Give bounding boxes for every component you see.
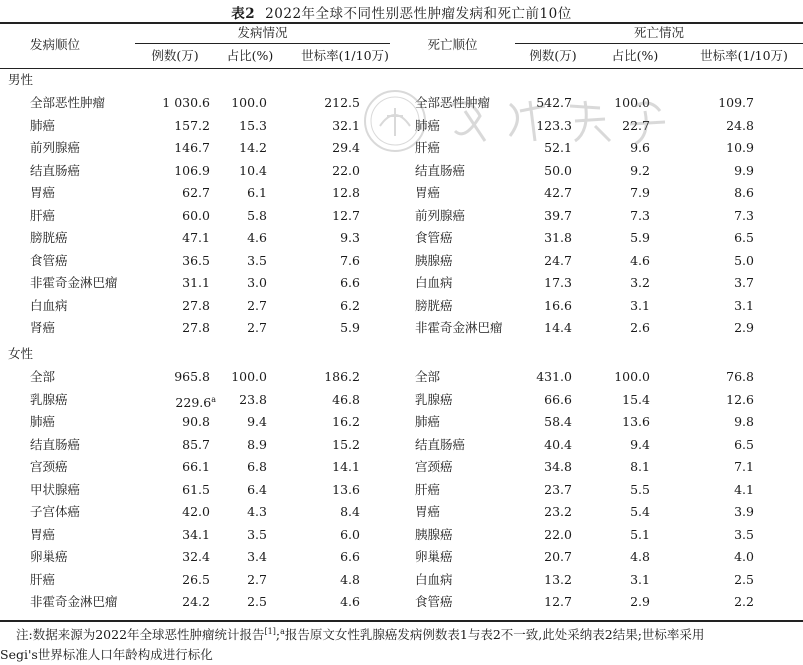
- table-title: [0, 2, 803, 22]
- male-incidence-site: 非霍奇金淋巴瘤: [30, 275, 118, 290]
- female-incidence-cases: 90.8: [182, 414, 210, 429]
- female-mortality-cases: 23.7: [544, 481, 572, 497]
- male-incidence-cases: 60.0: [182, 207, 210, 223]
- header-mortality-pct: 占比(%): [611, 48, 659, 63]
- header-mortality-rank: 死亡顺位: [427, 37, 478, 52]
- male-incidence-site: 肝癌: [30, 207, 56, 223]
- female-mortality-cases: 20.7: [544, 549, 572, 564]
- male-incidence-site: 前列腺癌: [30, 140, 81, 155]
- female-mortality-cases: 431.0: [536, 369, 572, 384]
- female-incidence-cases: 32.4: [182, 549, 210, 564]
- female-incidence-cases: 229.6$^a$: [175, 394, 216, 410]
- female-incidence-asr: 16.2: [332, 414, 360, 429]
- footnote-line-1: [0, 622, 803, 645]
- male-incidence-asr: 22.0: [332, 162, 360, 178]
- male-mortality-cases: 24.7: [544, 252, 572, 268]
- female-incidence-pct: 3.5: [247, 526, 267, 542]
- male-mortality-asr: 10.9: [726, 140, 754, 155]
- female-mortality-asr: 3.9: [734, 504, 754, 519]
- male-mortality-site: 结直肠癌: [415, 162, 466, 178]
- female-incidence-cases: 61.5: [182, 481, 210, 497]
- male-mortality-asr: 109.7: [718, 95, 754, 110]
- female-incidence-pct: 6.8: [247, 459, 267, 474]
- male-mortality-site: 膀胱癌: [415, 297, 453, 313]
- male-incidence-cases: 27.8: [182, 297, 210, 313]
- female-incidence-pct: 6.4: [247, 481, 267, 497]
- header-incidence-pct: 占比(%): [226, 48, 274, 63]
- male-incidence-pct: 3.0: [247, 275, 267, 290]
- male-mortality-site: 胃癌: [415, 185, 441, 200]
- male-incidence-asr: 12.8: [332, 185, 360, 200]
- mortality-subheader-rule: [515, 43, 803, 44]
- male-incidence-cases: 1 030.6: [162, 95, 210, 110]
- female-mortality-cases: 23.2: [544, 504, 572, 519]
- incidence-subheader-rule: [135, 43, 390, 44]
- male-incidence-asr: 6.2: [340, 297, 360, 313]
- female-incidence-cases: 965.8: [174, 369, 210, 384]
- female-mortality-asr: 6.5: [734, 436, 754, 452]
- header-mortality-group: 死亡情况: [633, 25, 684, 40]
- female-mortality-site: 宫颈癌: [415, 459, 453, 474]
- female-mortality-site: 全部: [415, 369, 441, 384]
- male-mortality-cases: 14.4: [544, 320, 572, 335]
- female-incidence-site: 全部: [30, 369, 56, 384]
- header-mortality-cases: 例数(万): [529, 48, 577, 63]
- female-mortality-site: 卵巢癌: [415, 549, 453, 564]
- female-incidence-pct: 100.0: [231, 369, 267, 384]
- male-mortality-asr: 8.6: [734, 185, 754, 200]
- male-incidence-cases: 62.7: [182, 185, 210, 200]
- male-mortality-pct: 4.6: [630, 252, 650, 268]
- male-mortality-cases: 50.0: [544, 162, 572, 178]
- male-incidence-asr: 212.5: [324, 95, 360, 110]
- female-mortality-cases: 22.0: [544, 526, 572, 542]
- female-incidence-pct: 9.4: [247, 414, 267, 429]
- male-mortality-site: 白血病: [415, 275, 453, 290]
- male-mortality-asr: 24.8: [726, 117, 754, 133]
- header-incidence-asr: 世标率(1/10万): [301, 48, 389, 63]
- female-incidence-site: 结直肠癌: [30, 436, 81, 452]
- female-mortality-site: 胰腺癌: [415, 526, 453, 542]
- female-incidence-pct: 3.4: [247, 549, 267, 564]
- female-mortality-cases: 40.4: [544, 436, 572, 452]
- female-incidence-cases: 24.2: [182, 594, 210, 609]
- male-incidence-pct: 15.3: [239, 117, 267, 133]
- male-incidence-pct: 10.4: [239, 162, 267, 178]
- male-incidence-cases: 27.8: [182, 320, 210, 335]
- male-mortality-site: 食管癌: [415, 230, 453, 245]
- male-incidence-site: 膀胱癌: [30, 230, 68, 245]
- male-mortality-pct: 100.0: [614, 95, 650, 110]
- female-incidence-site: 宫颈癌: [30, 459, 68, 474]
- male-incidence-pct: 14.2: [239, 140, 267, 155]
- female-mortality-asr: 4.0: [734, 549, 754, 564]
- male-incidence-pct: 6.1: [247, 185, 267, 200]
- female-mortality-site: 肺癌: [415, 414, 441, 429]
- male-mortality-site: 全部恶性肿瘤: [415, 95, 491, 110]
- header-incidence-group: 发病情况: [237, 25, 288, 40]
- female-incidence-site: 肺癌: [30, 414, 56, 429]
- female-mortality-cases: 13.2: [544, 571, 572, 587]
- footnote-explanation: 报告原文女性乳腺癌发病例数表1与表2不一致,此处采纳表2结果;世标率采用: [284, 627, 705, 643]
- male-mortality-pct: 7.3: [630, 207, 650, 223]
- footnote-marker-a: a: [280, 627, 285, 636]
- female-mortality-site: 白血病: [415, 571, 453, 587]
- female-incidence-site: 非霍奇金淋巴瘤: [30, 594, 118, 609]
- male-incidence-asr: 12.7: [332, 207, 360, 223]
- female-mortality-cases: 34.8: [544, 459, 572, 474]
- male-incidence-asr: 7.6: [340, 252, 360, 268]
- female-mortality-site: 乳腺癌: [415, 391, 453, 407]
- male-mortality-cases: 42.7: [544, 185, 572, 200]
- female-incidence-site: 卵巢癌: [30, 549, 68, 564]
- male-incidence-pct: 4.6: [247, 230, 267, 245]
- male-mortality-asr: 9.9: [734, 162, 754, 178]
- male-mortality-cases: 39.7: [544, 207, 572, 223]
- female-mortality-cases: 66.6: [544, 391, 572, 407]
- female-mortality-pct: 5.5: [630, 481, 650, 497]
- male-mortality-pct: 9.2: [630, 162, 650, 178]
- male-incidence-site: 食管癌: [30, 252, 68, 268]
- female-mortality-asr: 2.2: [734, 594, 754, 609]
- female-incidence-cases: 66.1: [182, 459, 210, 474]
- footnote-reference: [1]: [264, 627, 276, 636]
- male-incidence-site: 肾癌: [30, 320, 56, 335]
- table-number: 表2: [231, 6, 256, 22]
- male-mortality-pct: 9.6: [630, 140, 650, 155]
- header-incidence-rank: 发病顺位: [29, 37, 80, 52]
- female-incidence-pct: 23.8: [239, 391, 267, 407]
- female-incidence-asr: 4.6: [340, 594, 360, 609]
- male-incidence-cases: 31.1: [182, 275, 210, 290]
- female-incidence-site: 肝癌: [30, 571, 56, 587]
- male-mortality-pct: 3.1: [630, 297, 650, 313]
- male-mortality-cases: 52.1: [544, 140, 572, 155]
- female-incidence-asr: 6.6: [340, 549, 360, 564]
- female-incidence-site: 胃癌: [30, 526, 56, 542]
- male-mortality-asr: 2.9: [734, 320, 754, 335]
- header-incidence-cases: 例数(万): [151, 48, 199, 63]
- male-incidence-site: 肺癌: [30, 117, 56, 133]
- male-mortality-asr: 6.5: [734, 230, 754, 245]
- female-incidence-pct: 4.3: [247, 504, 267, 519]
- male-mortality-asr: 3.1: [734, 297, 754, 313]
- male-incidence-asr: 6.6: [340, 275, 360, 290]
- female-mortality-asr: 9.8: [734, 414, 754, 429]
- male-mortality-cases: 16.6: [544, 297, 572, 313]
- male-incidence-site: 胃癌: [30, 185, 56, 200]
- female-mortality-pct: 13.6: [622, 414, 650, 429]
- male-incidence-cases: 146.7: [174, 140, 210, 155]
- female-incidence-pct: 2.5: [247, 594, 267, 609]
- female-incidence-asr: 14.1: [332, 459, 360, 474]
- male-mortality-pct: 5.9: [630, 230, 650, 245]
- female-incidence-pct: 2.7: [247, 571, 267, 587]
- female-incidence-asr: 4.8: [340, 571, 360, 587]
- female-incidence-asr: 6.0: [340, 526, 360, 542]
- male-mortality-pct: 3.2: [630, 275, 650, 290]
- female-mortality-pct: 100.0: [614, 369, 650, 384]
- female-mortality-cases: 12.7: [544, 594, 572, 609]
- female-incidence-cases: 42.0: [182, 504, 210, 519]
- female-mortality-pct: 9.4: [630, 436, 650, 452]
- female-mortality-pct: 8.1: [630, 459, 650, 474]
- male-incidence-cases: 106.9: [174, 162, 210, 178]
- male-mortality-cases: 542.7: [536, 95, 572, 110]
- male-mortality-site: 前列腺癌: [415, 207, 466, 223]
- female-incidence-cases: 26.5: [182, 571, 210, 587]
- female-mortality-pct: 4.8: [630, 549, 650, 564]
- female-mortality-site: 结直肠癌: [415, 436, 466, 452]
- female-mortality-pct: 5.4: [630, 504, 650, 519]
- female-incidence-asr: 13.6: [332, 481, 360, 497]
- male-mortality-pct: 7.9: [630, 185, 650, 200]
- male-incidence-site: 全部恶性肿瘤: [30, 95, 106, 110]
- female-incidence-cases: 85.7: [182, 436, 210, 452]
- female-incidence-asr: 186.2: [324, 369, 360, 384]
- female-mortality-pct: 5.1: [630, 526, 650, 542]
- male-incidence-asr: 32.1: [332, 117, 360, 133]
- female-incidence-site: 甲状腺癌: [30, 481, 81, 497]
- male-incidence-site: 白血病: [30, 297, 68, 313]
- female-mortality-site: 胃癌: [415, 504, 441, 519]
- male-mortality-site: 胰腺癌: [415, 252, 453, 268]
- male-incidence-pct: 2.7: [247, 320, 267, 335]
- male-mortality-site: 肝癌: [415, 140, 441, 155]
- group-label-female: 女性: [8, 346, 34, 361]
- female-incidence-pct: 8.9: [247, 436, 267, 452]
- male-mortality-cases: 31.8: [544, 230, 572, 245]
- male-incidence-pct: 100.0: [231, 95, 267, 110]
- male-incidence-asr: 5.9: [340, 320, 360, 335]
- male-mortality-site: 非霍奇金淋巴瘤: [415, 320, 503, 335]
- male-incidence-site: 结直肠癌: [30, 162, 81, 178]
- female-incidence-asr: 15.2: [332, 436, 360, 452]
- male-incidence-pct: 5.8: [247, 207, 267, 223]
- male-incidence-asr: 9.3: [340, 230, 360, 245]
- male-incidence-cases: 157.2: [174, 117, 210, 133]
- female-mortality-cases: 58.4: [544, 414, 572, 429]
- male-mortality-asr: 5.0: [734, 252, 754, 268]
- female-incidence-site: 乳腺癌: [30, 391, 68, 407]
- female-mortality-asr: 3.5: [734, 526, 754, 542]
- female-incidence-asr: 8.4: [340, 504, 360, 519]
- female-mortality-asr: 7.1: [734, 459, 754, 474]
- footnote-source: 注:数据来源为2022年全球恶性肿瘤统计报告: [16, 627, 265, 643]
- male-incidence-cases: 36.5: [182, 252, 210, 268]
- male-mortality-pct: 2.6: [630, 320, 650, 335]
- table-title-text: 2022年全球不同性别恶性肿瘤发病和死亡前10位: [265, 6, 572, 22]
- male-mortality-asr: 3.7: [734, 275, 754, 290]
- female-mortality-asr: 76.8: [726, 369, 754, 384]
- male-mortality-cases: 17.3: [544, 275, 572, 290]
- header-mortality-asr: 世标率(1/10万): [700, 48, 788, 63]
- male-incidence-pct: 3.5: [247, 252, 267, 268]
- female-mortality-pct: 3.1: [630, 571, 650, 587]
- male-incidence-cases: 47.1: [182, 230, 210, 245]
- group-label-male: 男性: [8, 72, 34, 87]
- female-mortality-asr: 12.6: [726, 391, 754, 407]
- male-incidence-asr: 29.4: [332, 140, 360, 155]
- female-mortality-asr: 4.1: [734, 481, 754, 497]
- header-rule: [0, 68, 803, 69]
- male-mortality-asr: 7.3: [734, 207, 754, 223]
- footnote-separator: ;: [275, 627, 281, 643]
- footnote-line-2: Segi's世界标准人口年龄构成进行标化: [0, 647, 213, 663]
- female-mortality-site: 肝癌: [415, 481, 441, 497]
- male-incidence-pct: 2.7: [247, 297, 267, 313]
- table-footnote: [0, 622, 803, 665]
- male-mortality-pct: 22.7: [622, 117, 650, 133]
- female-mortality-asr: 2.5: [734, 571, 754, 587]
- female-incidence-site: 子宫体癌: [30, 504, 81, 519]
- female-incidence-asr: 46.8: [332, 391, 360, 407]
- female-mortality-site: 食管癌: [415, 594, 453, 609]
- breast-cancer-superscript: a: [211, 394, 216, 404]
- male-mortality-cases: 123.3: [536, 117, 572, 133]
- female-incidence-cases: 34.1: [182, 526, 210, 542]
- male-mortality-site: 肺癌: [415, 117, 441, 133]
- female-mortality-pct: 15.4: [622, 391, 650, 407]
- female-mortality-pct: 2.9: [630, 594, 650, 609]
